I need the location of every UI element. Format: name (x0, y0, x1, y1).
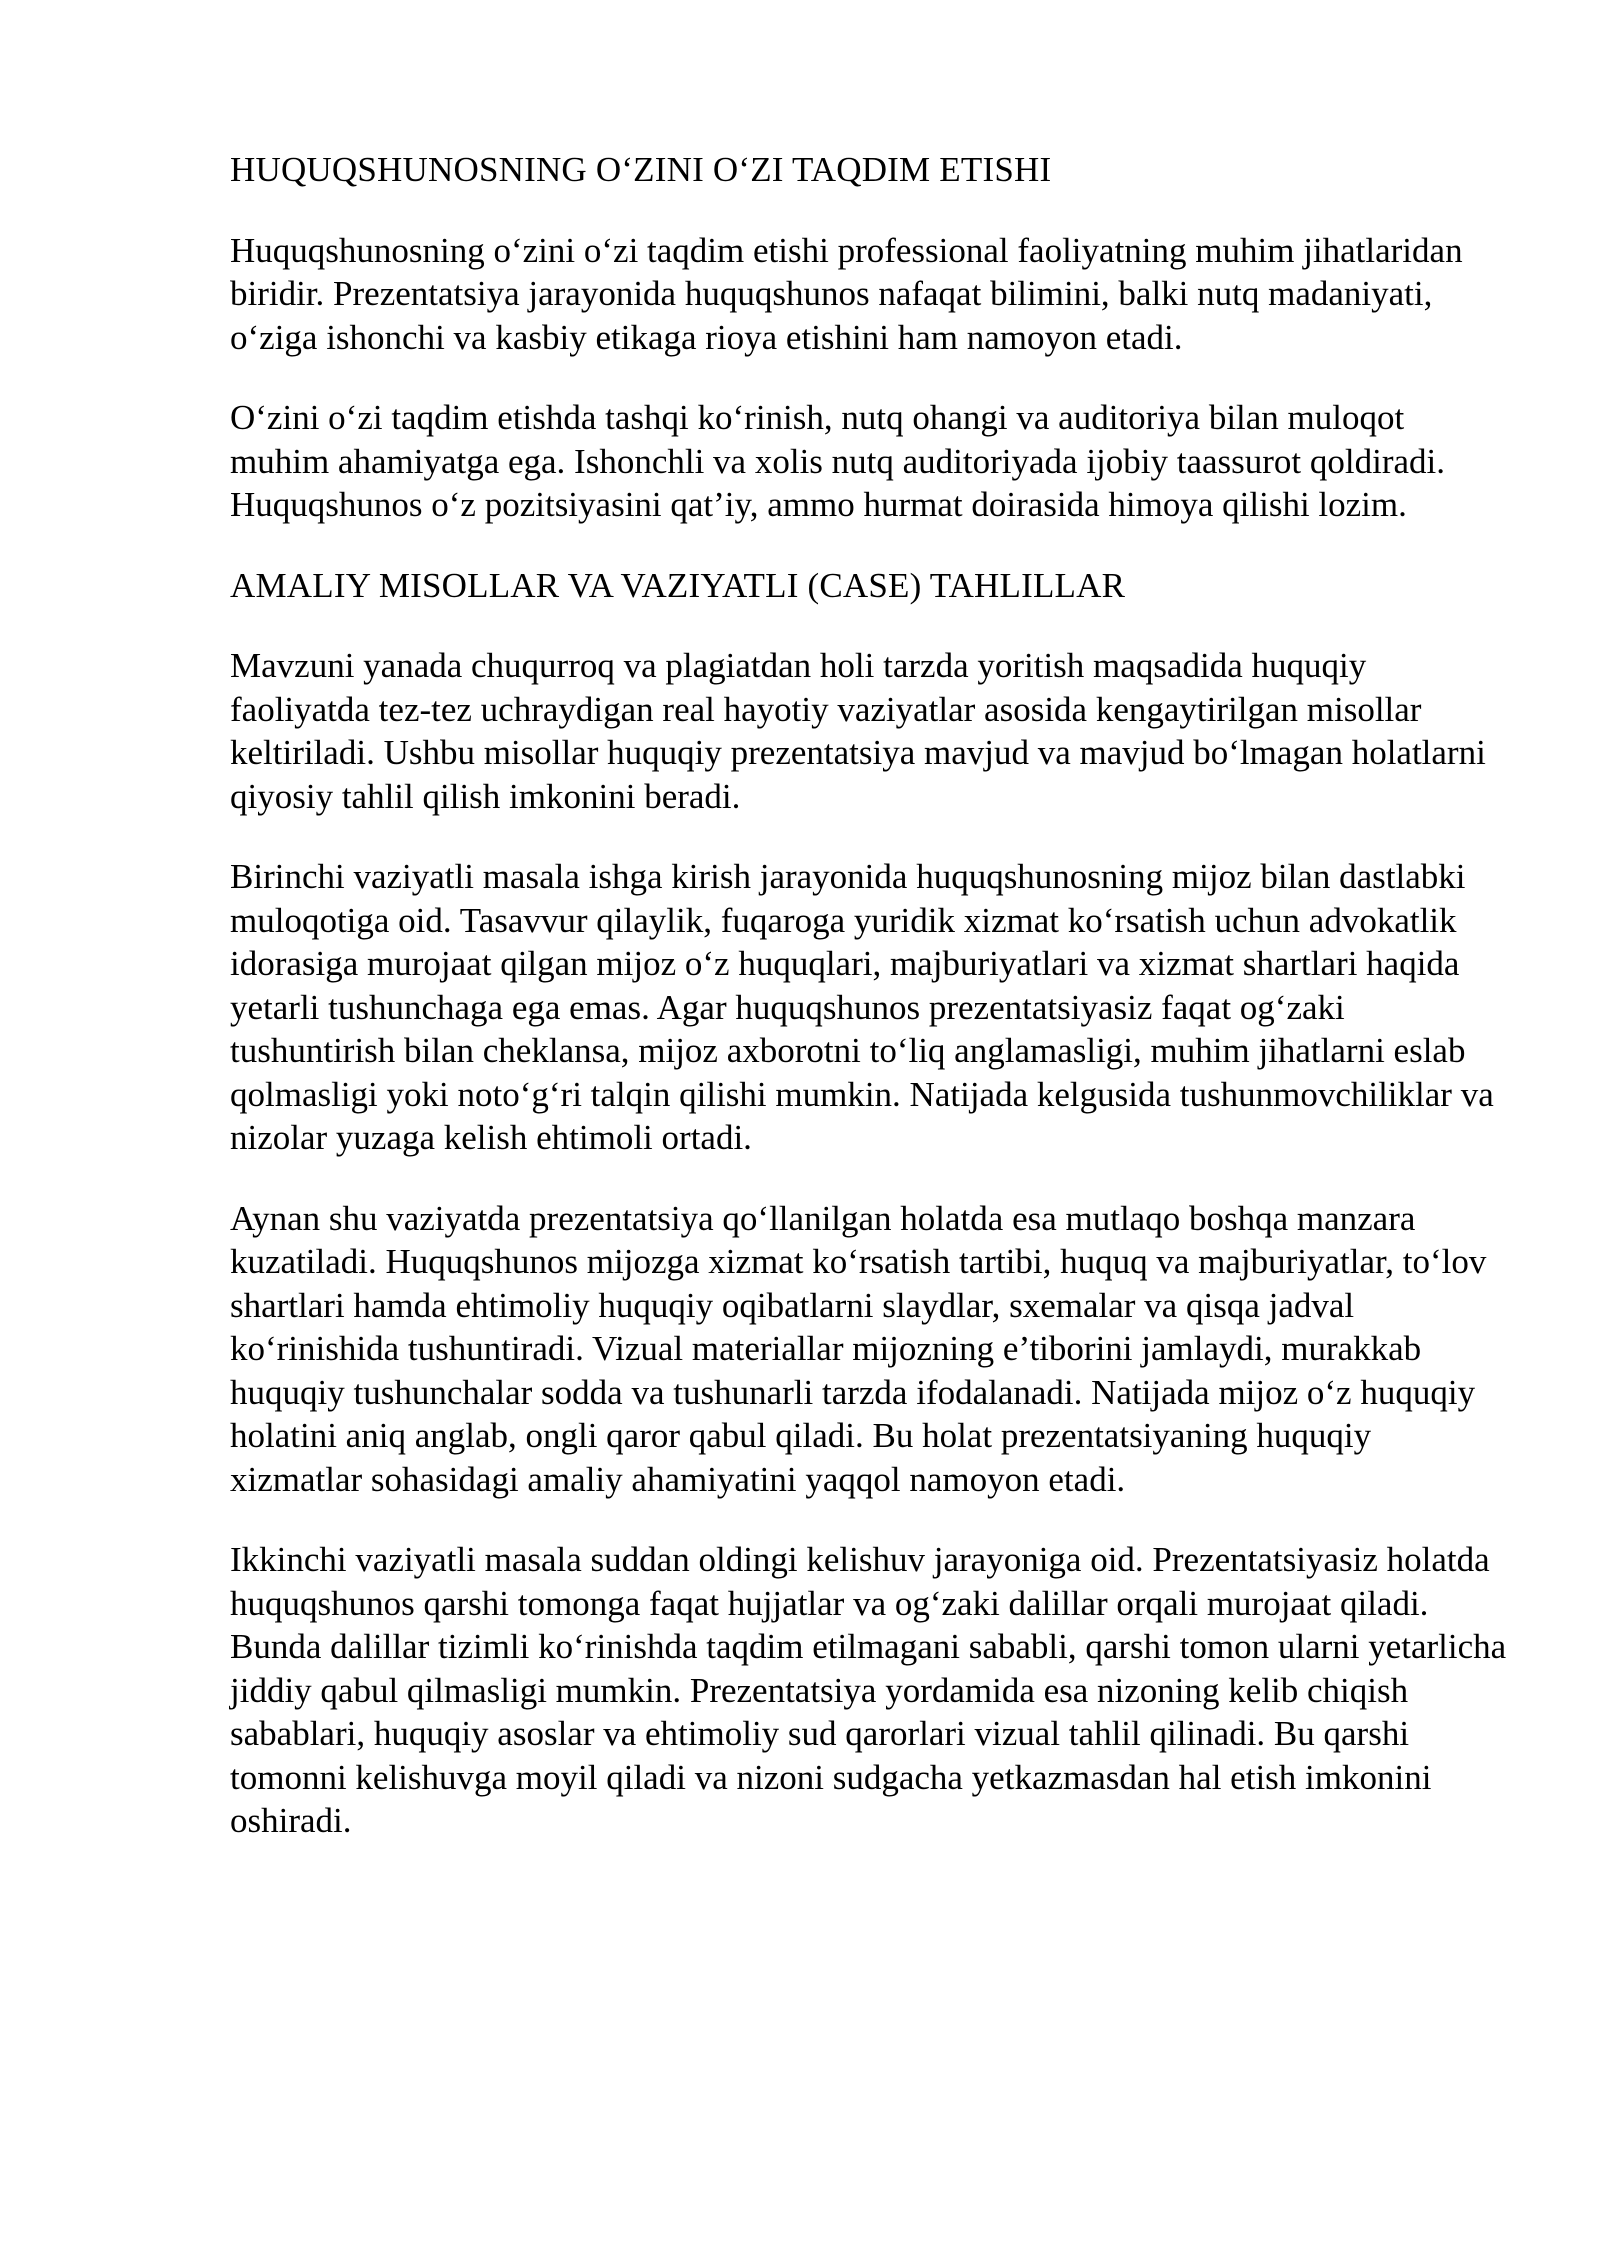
document-page (230, 148, 1510, 1880)
section-heading-self-presentation: HUQUQSHUNOSNING O‘ZINI O‘ZI TAQDIM ETISHI (230, 150, 1052, 189)
paragraph: O‘zini o‘zi taqdim etishda tashqi ko‘rinish, nutq ohangi va auditoriya bilan muloqot muhim ahamiyatga ega. Ishonchli va xolis nutq auditoriyada ijobiy taassurot qoldiradi. Huquqshunos o‘z pozitsiyasini qat’iy, ammo hurmat doirasida himoya qilishi lozim. (230, 398, 1446, 524)
paragraph: Huquqshunosning o‘zini o‘zi taqdim etishi professional faoliyatning muhim jihatlaridan biridir. Prezentatsiya jarayonida huquqshunos nafaqat bilimini, balki nutq madaniyati, o‘ziga ishonchi va kasbiy etikaga rioya etishini ham namoyon etadi. (230, 230, 1463, 357)
section-heading-case-studies: AMALIY MISOLLAR VA VAZIYATLI (CASE) TAHLILLAR (230, 565, 1126, 605)
paragraph: Ikkinchi vaziyatli masala suddan oldingi kelishuv jarayoniga oid. Prezentatsiyasiz holatda huquqshunos qarshi tomonga faqat hujjatlar va og‘zaki dalillar orqali murojaat qiladi. Bunda dalillar tizimli ko‘rinishda taqdim etilmagani sababli, qarshi tomon ularni yetarlicha jiddiy qabul qilmasligi mumkin. Prezentatsiya yordamida esa nizoning kelib chiqish sabablari, huquqiy asoslar va ehtimoliy sud qarorlari vizual tahlil qilinadi. Bu qarshi tomonni kelishuvga moyil qiladi va nizoni sudgacha yetkazmasdan hal etish imkonini oshiradi. (230, 1540, 1507, 1840)
paragraph: Mavzuni yanada chuqurroq va plagiatdan holi tarzda yoritish maqsadida huquqiy faoliyatda tez-tez uchraydigan real hayotiy vaziyatlar asosida kengaytirilgan misollar keltiriladi. Ushbu misollar huquqiy prezentatsiya mavjud va mavjud bo‘lmagan holatlarni qiyosiy tahlil qilish imkonini beradi. (230, 646, 1486, 816)
paragraph: Aynan shu vaziyatda prezentatsiya qo‘llanilgan holatda esa mutlaqo boshqa manzara kuzatiladi. Huquqshunos mijozga xizmat ko‘rsatish tartibi, huquq va majburiyatlar, to‘lov shartlari hamda ehtimoliy huquqiy oqibatlarni slaydlar, sxemalar va qisqa jadval ko‘rinishida tushuntiradi. Vizual materiallar mijozning e’tiborini jamlaydi, murakkab huquqiy tushunchalar sodda va tushunarli tarzda ifodalanadi. Natijada mijoz o‘z huquqiy holatini aniq anglab, ongli qaror qabul qiladi. Bu holat prezentatsiyaning huquqiy xizmatlar sohasidagi amaliy ahamiyatini yaqqol namoyon etadi. (230, 1198, 1487, 1499)
paragraph: Birinchi vaziyatli masala ishga kirish jarayonida huquqshunosning mijoz bilan dastlabki muloqotiga oid. Tasavvur qilaylik, fuqaroga yuridik xizmat ko‘rsatish uchun advokatlik idorasiga murojaat qilgan mijoz o‘z huquqlari, majburiyatlari va xizmat shartlari haqida yetarli tushunchaga ega emas. Agar huquqshunos prezentatsiyasiz faqat og‘zaki tushuntirish bilan cheklansa, mijoz axborotni to‘liq anglamasligi, muhim jihatlarni eslab qolmasligi yoki noto‘g‘ri talqin qilishi mumkin. Natijada kelgusida tushunmovchiliklar va nizolar yuzaga kelish ehtimoli ortadi. (230, 857, 1494, 1157)
